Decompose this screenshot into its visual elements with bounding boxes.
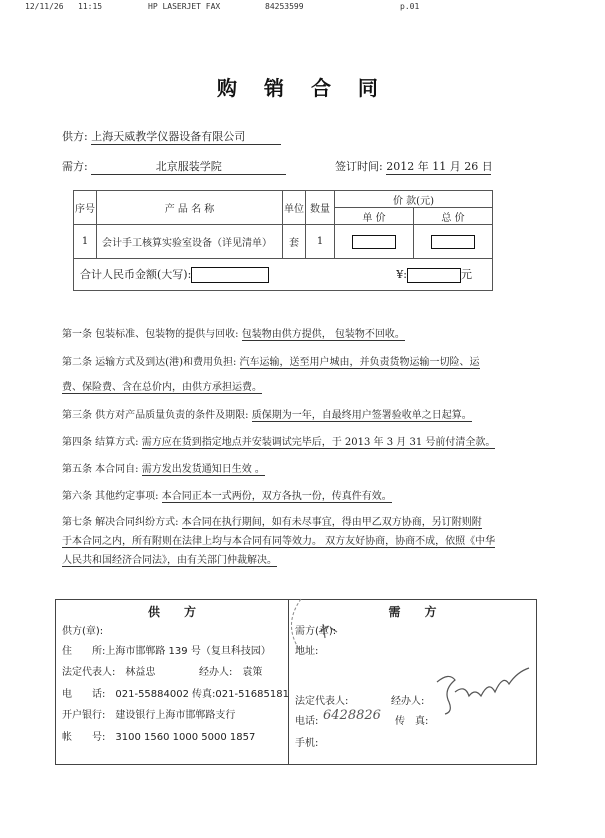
cell-qty: 1 bbox=[306, 225, 335, 259]
buyer-block bbox=[289, 600, 536, 764]
buyer-label: 需方: bbox=[62, 160, 88, 173]
buyer-mobile: 手机: bbox=[295, 738, 319, 749]
buyer-fax: 传 真: bbox=[395, 716, 429, 727]
table-row bbox=[74, 225, 493, 259]
signature-icon bbox=[429, 662, 534, 717]
fax-time: 11:15 bbox=[78, 2, 103, 11]
supplier-bank: 开户银行: 建设银行上海市邯郸路支行 bbox=[62, 710, 236, 721]
supplier-phone: 电 话: 021-55884002 bbox=[62, 689, 189, 700]
fax-page: p.01 bbox=[400, 2, 420, 11]
cell-total-price bbox=[413, 225, 492, 259]
page-title: 购 销 合 同 bbox=[217, 76, 388, 100]
clause-3 bbox=[62, 406, 472, 421]
fax-header bbox=[0, 2, 605, 14]
clause-label: 第七条 解决合同纠纷方式: bbox=[62, 517, 179, 528]
buyer-name: 北京服装学院 bbox=[91, 158, 286, 175]
clause-label: 第三条 供方对产品质量负责的条件及期限: bbox=[62, 410, 249, 421]
yuan-label: 元 bbox=[461, 268, 473, 281]
buyer-line bbox=[62, 158, 286, 175]
header-total-price: 总 价 bbox=[413, 208, 492, 225]
supplier-label: 供方: bbox=[62, 130, 88, 143]
cell-no: 1 bbox=[74, 225, 97, 259]
clause-text: 需方应在货到指定地点并安装调试完毕后，于 2013 年 3 月 31 号前付清全款。 bbox=[141, 437, 496, 448]
clause-label: 第六条 其他约定事项: bbox=[62, 491, 159, 502]
header-unit: 单位 bbox=[283, 191, 306, 225]
clause-text: 人民共和国经济合同法》，由有关部门仲裁解决。 bbox=[62, 555, 277, 566]
supplier-line bbox=[62, 128, 281, 145]
supplier-account: 帐 号: 3100 1560 1000 5000 1857 bbox=[62, 732, 256, 743]
buyer-heading: 需 方 bbox=[388, 605, 437, 619]
header-name: 产 品 名 称 bbox=[97, 191, 283, 225]
sign-date-line bbox=[335, 158, 491, 175]
supplier-block bbox=[56, 600, 289, 764]
header-price: 价 款(元) bbox=[335, 191, 493, 208]
clause-text: 本合同正本一式两份，双方各执一份，传真件有效。 bbox=[161, 491, 392, 502]
supplier-name: 上海天威教学仪器设备有限公司 bbox=[91, 128, 281, 145]
fax-number: 84253599 bbox=[265, 2, 304, 11]
clause-1 bbox=[62, 325, 405, 340]
redacted-total-price bbox=[431, 235, 475, 249]
clause-text: 质保期为一年，自最终用户签署验收单之日起算。 bbox=[251, 410, 472, 421]
buyer-agent: 经办人: bbox=[391, 696, 425, 707]
buyer-seal: 需方(章): bbox=[295, 626, 337, 637]
supplier-legal-rep: 法定代表人: 林益忠 bbox=[62, 667, 156, 678]
redacted-total-words bbox=[191, 267, 269, 283]
clause-7 bbox=[62, 513, 482, 528]
header-qty: 数量 bbox=[306, 191, 335, 225]
clause-text: 费、保险费、含在总价内，由供方承担运费。 bbox=[62, 382, 262, 393]
cell-unit-price bbox=[335, 225, 414, 259]
clause-2-cont bbox=[62, 378, 262, 393]
signature-block bbox=[55, 599, 537, 765]
fax-date: 12/11/26 bbox=[25, 2, 64, 11]
clause-6 bbox=[62, 487, 392, 502]
clause-text: 汽车运输，送至用户城由，并负责货物运输一切险、运 bbox=[239, 357, 480, 368]
clause-7-cont bbox=[62, 532, 495, 547]
buyer-legal-rep: 法定代表人: bbox=[295, 696, 349, 707]
supplier-agent: 经办人: 袁策 bbox=[199, 667, 263, 678]
total-row bbox=[74, 259, 493, 291]
clause-label: 第四条 结算方式: bbox=[62, 437, 139, 448]
supplier-seal: 供方(章): bbox=[62, 626, 104, 637]
clause-5 bbox=[62, 460, 265, 475]
clause-text: 于本合同之内，所有附则在法律上均与本合同有同等效力。 双方友好协商，协商不成，依照《中华 bbox=[62, 536, 496, 547]
clause-text: 包装物由供方提供， 包装物不回收。 bbox=[241, 329, 405, 340]
header-unit-price: 单 价 bbox=[335, 208, 414, 225]
sign-date-label: 签订时间: bbox=[335, 160, 383, 173]
clause-7-cont2 bbox=[62, 551, 277, 566]
supplier-fax: 传真:021-51685181 bbox=[192, 689, 289, 700]
clause-label: 第五条 本合同自: bbox=[62, 464, 139, 475]
buyer-address: 地址: bbox=[295, 646, 319, 657]
clause-2 bbox=[62, 353, 480, 368]
clause-text: 需方发出发货通知日生效 。 bbox=[141, 464, 265, 475]
redacted-total-amount bbox=[407, 268, 461, 283]
yen-label: ¥: bbox=[396, 268, 408, 281]
sign-date: 2012 年 11 月 26 日 bbox=[386, 160, 493, 173]
clause-label: 第一条 包装标准、包装物的提供与回收: bbox=[62, 329, 239, 340]
supplier-address: 住 所:上海市邯郸路 139 号（复旦科技园） bbox=[62, 646, 271, 657]
redacted-unit-price bbox=[352, 235, 396, 249]
buyer-phone-handwritten: 6428826 bbox=[323, 708, 381, 723]
clause-label: 第二条 运输方式及到达(港)和费用负担: bbox=[62, 357, 237, 368]
cell-unit: 套 bbox=[283, 225, 306, 259]
fax-device: HP LASERJET FAX bbox=[148, 2, 221, 11]
clause-text: 本合同在执行期间，如有未尽事宜，得由甲乙双方协商，另订附则附 bbox=[181, 517, 482, 528]
clause-4 bbox=[62, 433, 495, 448]
cell-name: 会计手工核算实验室设备（详见清单） bbox=[97, 225, 283, 259]
total-label: 合计人民币金额(大写): bbox=[80, 268, 192, 281]
buyer-phone: 电话: bbox=[295, 716, 319, 727]
supplier-heading: 供 方 bbox=[147, 605, 196, 619]
header-no: 序号 bbox=[74, 191, 97, 225]
items-table bbox=[73, 190, 493, 291]
